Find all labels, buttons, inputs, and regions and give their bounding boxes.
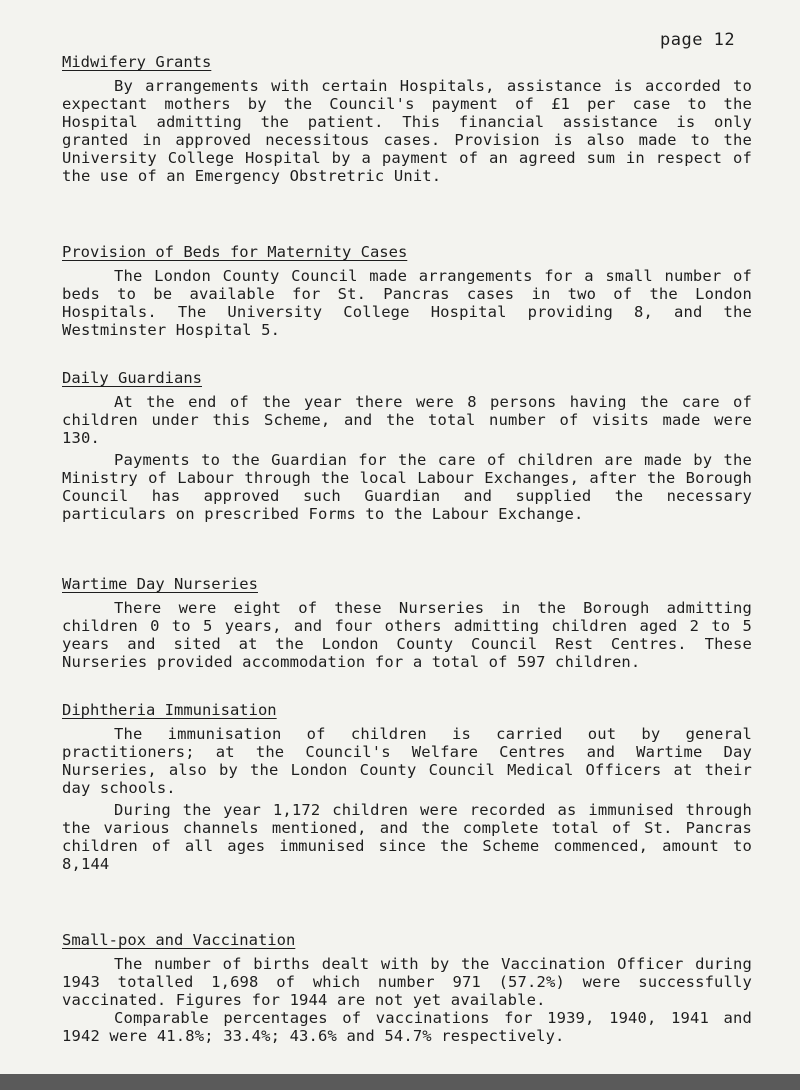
section-paragraph: At the end of the year there were 8 persons having the care of children under this Scheme, and the total number of visits made were 130. [62, 393, 752, 447]
section-heading: Wartime Day Nurseries [62, 575, 258, 593]
scan-bottom-edge [0, 1074, 800, 1090]
section-paragraph: The immunisation of children is carried out by general practitioners; at the Council's Welfare Centres and Wartime Day Nurseries, also by the London County Council Medical Officers at their day schools. [62, 725, 752, 797]
section-paragraph: The number of births dealt with by the Vaccination Officer during 1943 totalled 1,698 of which number 971 (57.2%) were successfully vaccinated. Figures for 1944 are not yet available. [62, 955, 752, 1009]
section-heading: Daily Guardians [62, 369, 202, 387]
section-smallpox-vaccination [62, 930, 752, 1045]
section-midwifery-grants [62, 52, 752, 185]
section-diphtheria-immunisation [62, 700, 752, 873]
section-heading: Small-pox and Vaccination [62, 931, 296, 949]
section-heading: Diphtheria Immunisation [62, 701, 277, 719]
section-paragraph: Comparable percentages of vaccinations for 1939, 1940, 1941 and 1942 were 41.8%; 33.4%; 43.6% and 54.7% respectively. [62, 1009, 752, 1045]
section-heading: Midwifery Grants [62, 53, 212, 71]
page-number: page 12 [660, 30, 736, 50]
section-paragraph: During the year 1,172 children were recorded as immunised through the various channels mentioned, and the complete total of St. Pancras children of all ages immunised since the Scheme commenced, amount to 8,144 [62, 801, 752, 873]
section-paragraph: By arrangements with certain Hospitals, assistance is accorded to expectant mothers by the Council's payment of £1 per case to the Hospital admitting the patient. This financial assistance is only granted in approved necessitous cases. Provision is also made to the University College Hospital by a payment of an agreed sum in respect of the use of an Emergency Obstretric Unit. [62, 77, 752, 185]
section-paragraph: Payments to the Guardian for the care of children are made by the Ministry of Labour through the local Labour Exchanges, after the Borough Council has approved such Guardian and supplied the necessary particulars on prescribed Forms to the Labour Exchange. [62, 451, 752, 523]
section-paragraph: There were eight of these Nurseries in the Borough admitting children 0 to 5 years, and four others admitting children aged 2 to 5 years and sited at the London County Council Rest Centres. These Nurseries provided accommodation for a total of 597 children. [62, 599, 752, 671]
section-wartime-day-nurseries [62, 574, 752, 671]
section-daily-guardians [62, 368, 752, 523]
section-maternity-beds [62, 242, 752, 339]
section-paragraph: The London County Council made arrangements for a small number of beds to be available for St. Pancras cases in two of the London Hospitals. The University College Hospital providing 8, and the Westminster Hospital 5. [62, 267, 752, 339]
section-heading: Provision of Beds for Maternity Cases [62, 243, 408, 261]
